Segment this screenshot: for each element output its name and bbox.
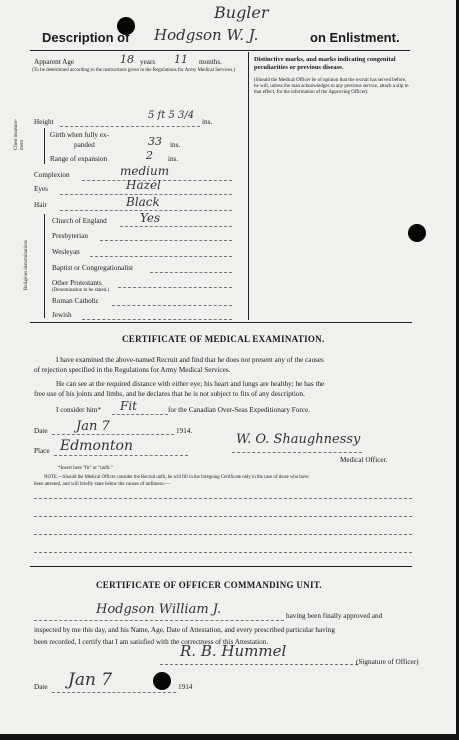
consider-rest: for the Canadian Over-Seas Expeditionary Force.: [168, 406, 310, 414]
medical-note-line1: NOTE.—Should the Medical Officer consider the Recruit unfit, he will fill in the foregoing Certificate only in the case of those who have: [44, 475, 309, 480]
header-title-left: Description of: [42, 30, 130, 45]
medical-certificate-heading: CERTIFICATE OF MEDICAL EXAMINATION.: [122, 334, 325, 344]
expansion-label: Range of expansion: [50, 155, 108, 163]
commanding-signature-label: (Signature of Officer): [356, 658, 419, 666]
column-divider: [248, 52, 249, 320]
commanding-date-value: Jan 7: [68, 670, 113, 690]
apparent-age-label: Apparent Age: [34, 58, 75, 66]
scan-edge-bottom: [0, 734, 459, 740]
height-unit: ins.: [202, 118, 213, 126]
expansion-unit: ins.: [168, 155, 179, 163]
height-value: 5 ft 5 3/4: [148, 110, 195, 121]
religion-presbyterian: Presbyterian: [52, 232, 88, 240]
hair-label: Hair: [34, 201, 47, 209]
medical-officer-signature: W. O. Shaughnessy: [236, 432, 361, 447]
expansion-value: 2: [146, 149, 153, 162]
medical-para1-line1: I have examined the above-named Recruit and find that he does not present any of the causes: [56, 356, 324, 364]
hair-value: Black: [126, 195, 160, 209]
commanding-line2: inspected by me this day, and his Name, Age, Date of Attestation, and every prescribed particular having: [34, 626, 335, 634]
eyes-value: Hazel: [126, 178, 161, 192]
religion-other-protestants: Other Protestants: [52, 279, 102, 287]
complexion-label: Complexion: [34, 171, 70, 179]
medical-date-value: Jan 7: [76, 419, 110, 434]
girth-value: 33: [148, 135, 162, 148]
consider-label: I consider him*: [56, 406, 102, 414]
chest-side-label: Chest measure- ment: [14, 119, 25, 150]
eyes-label: Eyes: [34, 185, 48, 193]
medical-year: 1914.: [176, 427, 193, 435]
commanding-line3: been recorded, I certify that I am satisfied with the correctness of this Attestation.: [34, 638, 269, 646]
header-title-right: on Enlistment.: [310, 30, 400, 45]
religion-church-of-england: Church of England: [52, 217, 107, 225]
commanding-date-label: Date: [34, 683, 48, 691]
apparent-age-months: 11: [174, 53, 188, 66]
religion-roman-catholic: Roman Catholic: [52, 297, 99, 305]
punch-hole-bottom: [153, 672, 171, 690]
medical-place-label: Place: [34, 447, 50, 455]
height-label: Height: [34, 118, 54, 126]
commanding-officer-signature: R. B. Hummel: [180, 642, 287, 660]
religion-wesleyan: Wesleyan: [52, 248, 80, 256]
medical-para2-line1: He can see at the required distance with either eye; his heart and lungs are healthy; he has the: [56, 380, 325, 388]
apparent-age-years: 18: [120, 53, 134, 66]
medical-note-line2: been attested, and will briefly state below the causes of unfitness:—: [34, 482, 170, 487]
commanding-year: 1914: [178, 683, 193, 691]
years-label: years: [140, 58, 156, 66]
religion-other-note: (Denomination to be stated.): [52, 288, 110, 293]
religion-baptist: Baptist or Congregationalist: [52, 264, 134, 272]
girth-unit: ins.: [170, 141, 181, 149]
commanding-name-value: Hodgson William J.: [96, 602, 222, 617]
distinctive-marks-note: (Should the Medical Officer be of opinion that the recruit has served before, he will, unless the man acknowledges to any previous service, attach a slip to that effect, for the information of the Approving Officer).: [254, 78, 409, 95]
complexion-value: medium: [120, 164, 170, 178]
religion-side-label: Religious denominations: [24, 240, 29, 290]
medical-para1-line2: of rejection specified in the Regulations for Army Medical Services.: [34, 366, 231, 374]
header-rule: [30, 50, 410, 51]
girth-label-2: panded: [74, 141, 95, 149]
medical-para2-line2: free use of his joints and limbs, and he declares that he is not subject to fits of any description.: [34, 390, 305, 398]
punch-hole-right: [408, 224, 426, 242]
header-name-handwritten: Hodgson W. J.: [154, 26, 259, 44]
age-note: (To be determined according to the instructions given in the Regulations for Army Medical Services.): [32, 68, 236, 73]
distinctive-marks-label: Distinctive marks, and marks indicating congenital peculiarities or previous disease.: [254, 56, 396, 71]
medical-footnote: *Insert here "fit" or "unfit.": [58, 466, 113, 471]
commanding-certificate-heading: CERTIFICATE OF OFFICER COMMANDING UNIT.: [96, 580, 322, 590]
religion-jewish: Jewish: [52, 311, 72, 319]
header-annotation-handwritten: Bugler: [214, 3, 269, 22]
medical-officer-label: Medical Officer.: [340, 456, 388, 464]
months-label: months.: [199, 58, 222, 66]
medical-date-label: Date: [34, 427, 48, 435]
girth-label-1: Girth when fully ex-: [50, 131, 109, 139]
religion-church-value: Yes: [140, 211, 161, 225]
consider-value: Fit: [120, 399, 137, 413]
medical-place-value: Edmonton: [60, 438, 133, 454]
commanding-line1-rest: having been finally approved and: [286, 612, 383, 620]
section-rule: [30, 322, 412, 323]
